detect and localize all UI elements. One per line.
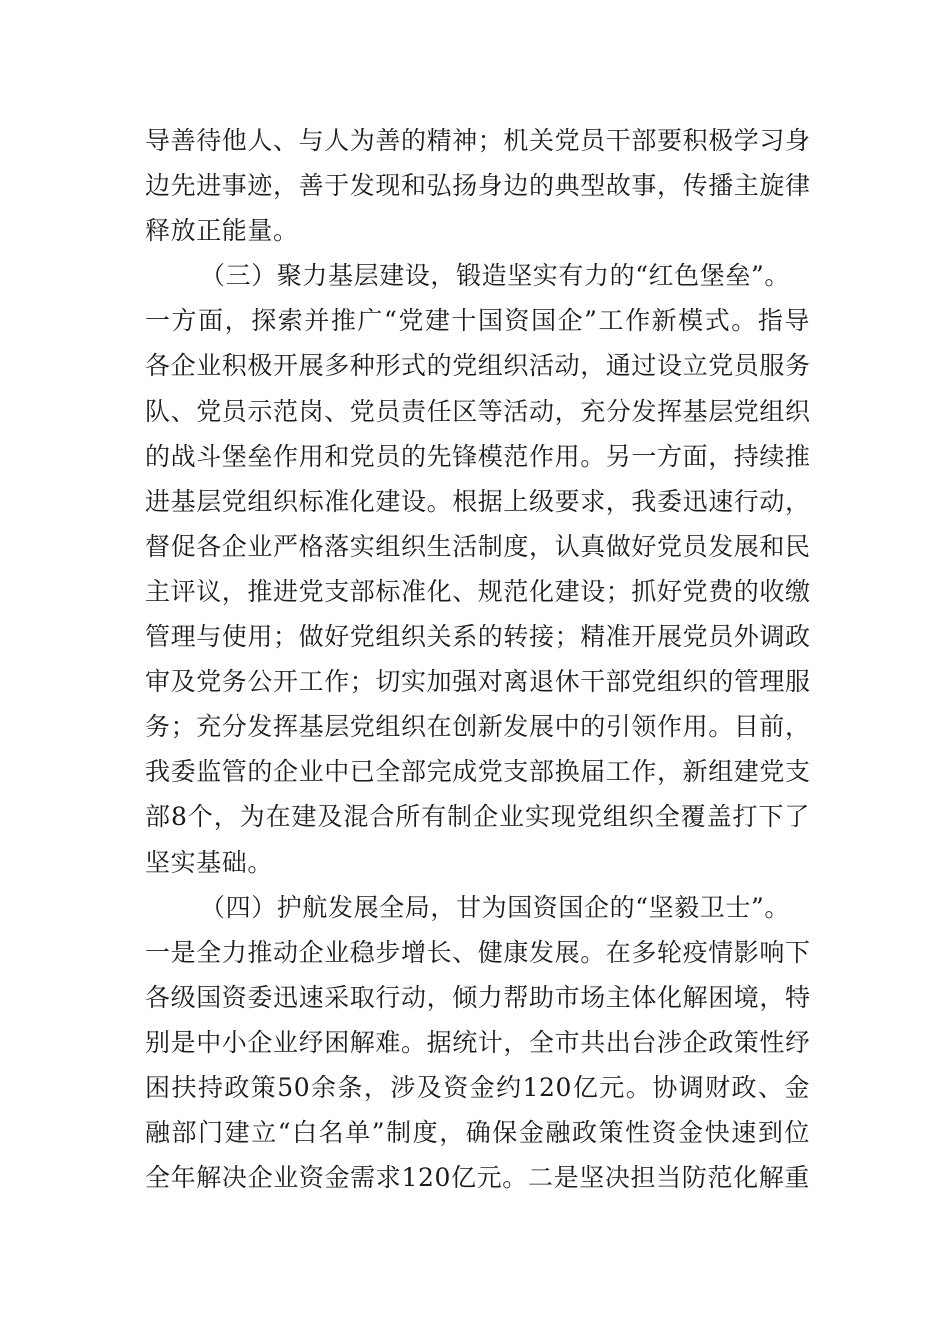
text-line: 务；充分发挥基层党组织在创新发展中的引领作用。目前， xyxy=(145,712,811,742)
text-line: 我委监管的企业中已全部完成党支部换届工作，新组建党支 xyxy=(145,757,811,787)
text-line: 管理与使用；做好党组织关系的转接；精准开展党员外调政 xyxy=(145,622,811,652)
text-line: 主评议，推进党支部标准化、规范化建设；抓好党费的收缴 xyxy=(145,576,811,606)
text-line: 督促各企业严格落实组织生活制度，认真做好党员发展和民 xyxy=(145,531,811,561)
text-line: 各企业积极开展多种形式的党组织活动，通过设立党员服务 xyxy=(145,351,811,381)
text-line: 队、党员示范岗、党员责任区等活动，充分发挥基层党组织 xyxy=(145,396,811,426)
text-line: 一方面，探索并推广“党建十国资国企”工作新模式。指导 xyxy=(145,306,810,336)
text-line: 一是全力推动企业稳步增长、健康发展。在多轮疫情影响下 xyxy=(145,937,811,967)
text-line: 融部门建立“白名单”制度，确保金融政策性资金快速到位 xyxy=(145,1118,810,1148)
text-line: 导善待他人、与人为善的精神；机关党员干部要积极学习身 xyxy=(145,126,811,155)
text-line: 坚实基础。 xyxy=(145,847,274,877)
text-line: 各级国资委迅速采取行动，倾力帮助市场主体化解困境，特 xyxy=(145,982,811,1012)
text-line: 进基层党组织标准化建设。根据上级要求，我委迅速行动， xyxy=(145,486,811,516)
text-line: 困扶持政策50余条，涉及资金约120亿元。协调财政、金 xyxy=(145,1072,810,1102)
text-line: 审及党务公开工作；切实加强对离退休干部党组织的管理服 xyxy=(145,667,811,697)
text-line: 部8个，为在建及混合所有制企业实现党组织全覆盖打下了 xyxy=(145,802,810,832)
section-heading-4: （四）护航发展全局，甘为国资国企的“坚毅卫士”。 xyxy=(200,892,790,922)
text-line: 的战斗堡垒作用和党员的先锋模范作用。另一方面，持续推 xyxy=(145,441,811,471)
text-line: 别是中小企业纾困解难。据统计，全市共出台涉企政策性纾 xyxy=(145,1027,811,1057)
text-line: 边先进事迹，善于发现和弘扬身边的典型故事，传播主旋律 xyxy=(145,171,811,201)
text-line: 全年解决企业资金需求120亿元。二是坚决担当防范化解重 xyxy=(145,1163,810,1193)
text-line: 释放正能量。 xyxy=(145,216,299,246)
section-heading-3: （三）聚力基层建设，锻造坚实有力的“红色堡垒”。 xyxy=(200,261,790,291)
body-text xyxy=(145,118,810,1200)
